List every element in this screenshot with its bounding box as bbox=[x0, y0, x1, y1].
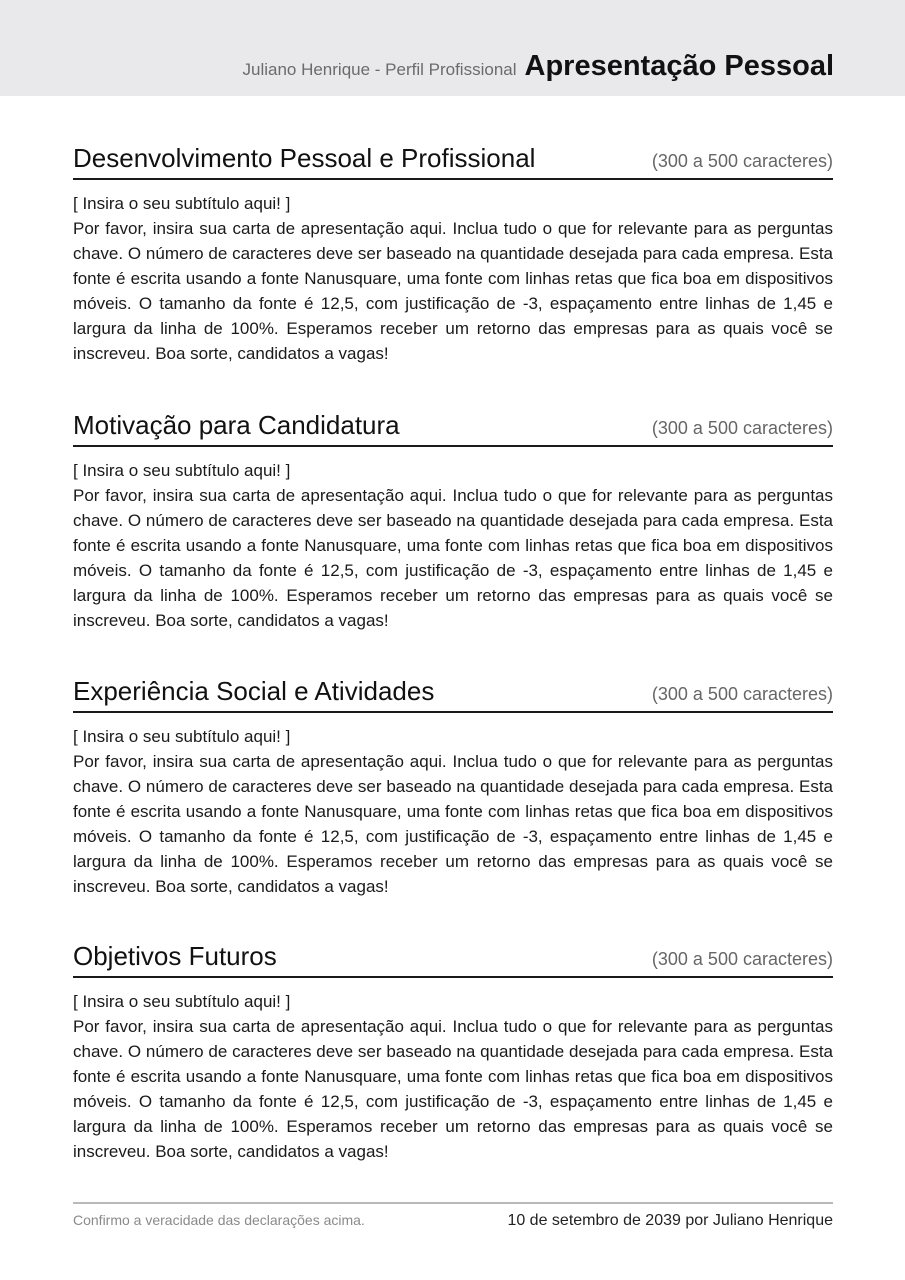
section-personal-development bbox=[73, 143, 833, 366]
section-subtitle: [ Insira o seu subtítulo aqui! ] bbox=[73, 992, 291, 1011]
section-social-experience bbox=[73, 676, 833, 899]
page-footer bbox=[73, 1202, 833, 1230]
section-char-count: (300 a 500 caracteres) bbox=[651, 151, 833, 171]
section-body bbox=[73, 191, 833, 366]
section-char-count: (300 a 500 caracteres) bbox=[651, 684, 833, 704]
header-subtitle: Juliano Henrique - Perfil Profissional bbox=[242, 60, 517, 79]
section-header bbox=[73, 143, 833, 180]
section-body bbox=[73, 989, 833, 1164]
header-title-group bbox=[242, 50, 834, 83]
section-title: Motivação para Candidatura bbox=[73, 410, 400, 440]
section-subtitle: [ Insira o seu subtítulo aqui! ] bbox=[73, 727, 291, 746]
section-header bbox=[73, 410, 833, 447]
section-char-count: (300 a 500 caracteres) bbox=[651, 949, 833, 969]
section-text: Por favor, insira sua carta de apresentação aqui. Inclua tudo o que for relevante para as perguntas chave. O número de caracteres deve ser baseado na quantidade desejada para cada empresa. Esta fonte é escrita usando a fonte Nanusquare, uma fonte com linhas retas que fica boa em dispositivos móveis. O tamanho da fonte é 12,5, com justificação de -3, espaçamento entre linhas de 1,45 e largura da linha de 100%. Esperamos receber um retorno das empresas para as quais você se inscreveu. Boa sorte, candidatos a vagas! bbox=[73, 486, 833, 630]
section-title: Objetivos Futuros bbox=[73, 941, 277, 971]
section-text: Por favor, insira sua carta de apresentação aqui. Inclua tudo o que for relevante para as perguntas chave. O número de caracteres deve ser baseado na quantidade desejada para cada empresa. Esta fonte é escrita usando a fonte Nanusquare, uma fonte com linhas retas que fica boa em dispositivos móveis. O tamanho da fonte é 12,5, com justificação de -3, espaçamento entre linhas de 1,45 e largura da linha de 100%. Esperamos receber um retorno das empresas para as quais você se inscreveu. Boa sorte, candidatos a vagas! bbox=[73, 1017, 833, 1161]
signature-line: 10 de setembro de 2039 por Juliano Henrique bbox=[507, 1212, 833, 1229]
page-header bbox=[0, 0, 905, 96]
section-body bbox=[73, 458, 833, 633]
section-body bbox=[73, 724, 833, 899]
section-subtitle: [ Insira o seu subtítulo aqui! ] bbox=[73, 461, 291, 480]
section-title: Desenvolvimento Pessoal e Profissional bbox=[73, 143, 536, 173]
section-header bbox=[73, 941, 833, 978]
section-future-goals bbox=[73, 941, 833, 1164]
section-motivation bbox=[73, 410, 833, 633]
section-text: Por favor, insira sua carta de apresentação aqui. Inclua tudo o que for relevante para as perguntas chave. O número de caracteres deve ser baseado na quantidade desejada para cada empresa. Esta fonte é escrita usando a fonte Nanusquare, uma fonte com linhas retas que fica boa em dispositivos móveis. O tamanho da fonte é 12,5, com justificação de -3, espaçamento entre linhas de 1,45 e largura da linha de 100%. Esperamos receber um retorno das empresas para as quais você se inscreveu. Boa sorte, candidatos a vagas! bbox=[73, 219, 833, 363]
section-char-count: (300 a 500 caracteres) bbox=[651, 418, 833, 438]
section-title: Experiência Social e Atividades bbox=[73, 676, 435, 706]
confirmation-note: Confirmo a veracidade das declarações acima. bbox=[73, 1212, 365, 1228]
section-subtitle: [ Insira o seu subtítulo aqui! ] bbox=[73, 194, 291, 213]
section-text: Por favor, insira sua carta de apresentação aqui. Inclua tudo o que for relevante para as perguntas chave. O número de caracteres deve ser baseado na quantidade desejada para cada empresa. Esta fonte é escrita usando a fonte Nanusquare, uma fonte com linhas retas que fica boa em dispositivos móveis. O tamanho da fonte é 12,5, com justificação de -3, espaçamento entre linhas de 1,45 e largura da linha de 100%. Esperamos receber um retorno das empresas para as quais você se inscreveu. Boa sorte, candidatos a vagas! bbox=[73, 752, 833, 896]
section-header bbox=[73, 676, 833, 713]
page-title: Apresentação Pessoal bbox=[524, 50, 834, 82]
